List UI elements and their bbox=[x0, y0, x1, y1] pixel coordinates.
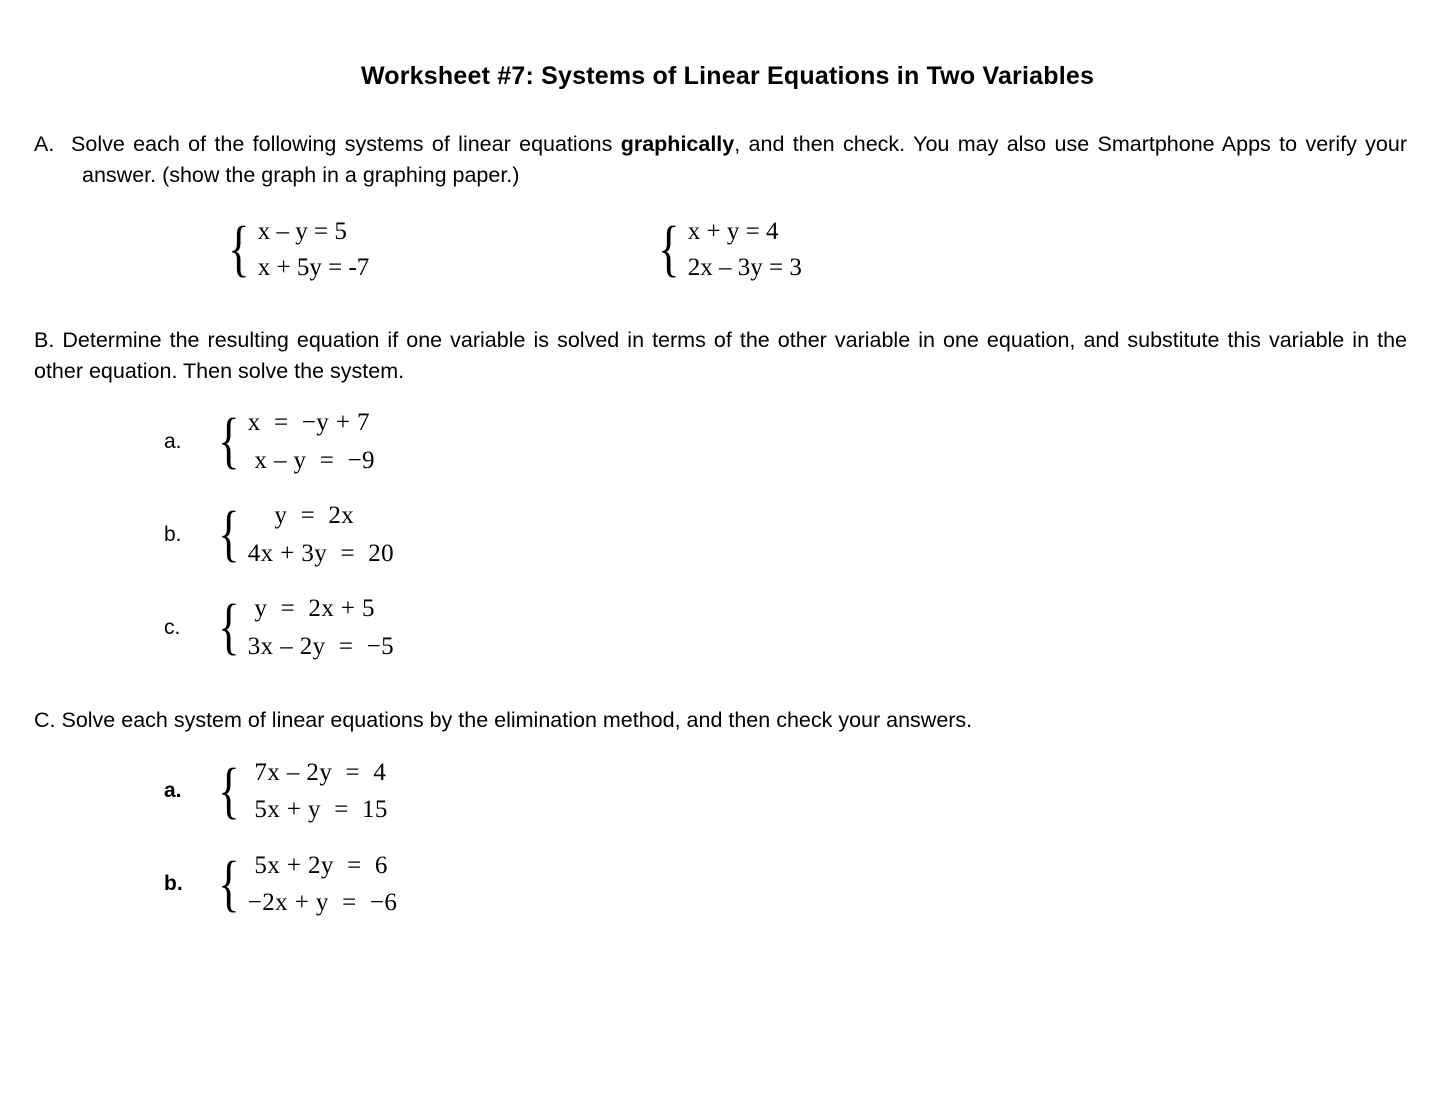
section-b-system-c bbox=[214, 590, 394, 665]
section-a-system-2-slot bbox=[654, 214, 1084, 285]
section-b-items bbox=[34, 404, 1407, 665]
equation-line: 5x + 2y = 6 bbox=[247, 851, 388, 879]
section-c-system-a bbox=[214, 754, 388, 829]
section-c-text: Solve each system of linear equations by the elimination method, and then check your answers. bbox=[61, 708, 973, 733]
equation-line: −2x + y = −6 bbox=[247, 889, 398, 917]
list-item bbox=[68, 590, 1407, 665]
section-b-system-b bbox=[214, 497, 394, 572]
item-letter: b. bbox=[164, 522, 182, 546]
section-a-systems bbox=[34, 214, 1407, 285]
equation-line: 2x – 3y = 3 bbox=[687, 253, 802, 281]
item-letter: a. bbox=[164, 429, 182, 453]
equation-line: 7x – 2y = 4 bbox=[247, 758, 387, 786]
equation-line: 5x + y = 15 bbox=[247, 796, 388, 824]
equation-line: x – y = 5 bbox=[257, 218, 347, 246]
brace-icon: { bbox=[228, 215, 250, 284]
section-b-instructions bbox=[34, 325, 1407, 386]
equation-line: 3x – 2y = −5 bbox=[247, 632, 395, 660]
item-letter: c. bbox=[164, 615, 181, 639]
brace-icon: { bbox=[218, 407, 240, 476]
section-b-system-a bbox=[214, 404, 375, 479]
section-a-system-2 bbox=[654, 214, 802, 285]
section-b bbox=[0, 325, 1455, 665]
brace-icon: { bbox=[218, 756, 240, 825]
equation-line: x + 5y = -7 bbox=[257, 253, 370, 281]
section-c-label: C. bbox=[34, 708, 56, 733]
section-a-system-1 bbox=[224, 214, 369, 285]
section-c bbox=[0, 705, 1455, 922]
equation-line: x – y = −9 bbox=[247, 446, 375, 474]
equation-line: y = 2x bbox=[247, 502, 355, 530]
section-a-text-part2: , and then check. You may also use Smartphone Apps to verify your answer. (show the graph in a graphing paper.) bbox=[82, 132, 1407, 187]
list-item bbox=[68, 847, 1407, 922]
section-a-system-1-slot bbox=[224, 214, 654, 285]
brace-icon: { bbox=[658, 215, 680, 284]
section-c-items bbox=[34, 754, 1407, 922]
list-item bbox=[68, 754, 1407, 829]
section-a-text-bold: graphically bbox=[620, 132, 735, 156]
section-a-instructions bbox=[34, 129, 1407, 190]
brace-icon: { bbox=[218, 849, 240, 918]
brace-icon: { bbox=[218, 500, 240, 569]
section-c-system-b bbox=[214, 847, 397, 922]
equation-line: x + y = 4 bbox=[687, 218, 779, 246]
worksheet-page bbox=[0, 62, 1455, 1117]
brace-icon: { bbox=[218, 593, 240, 662]
list-item bbox=[68, 497, 1407, 572]
item-letter: a. bbox=[164, 779, 182, 803]
section-b-label: B. bbox=[34, 328, 55, 353]
section-a-label: A. bbox=[34, 132, 55, 156]
equation-line: x = −y + 7 bbox=[247, 409, 370, 437]
list-item bbox=[68, 404, 1407, 479]
equation-line: 4x + 3y = 20 bbox=[247, 539, 395, 567]
section-a bbox=[0, 129, 1455, 285]
section-b-text: Determine the resulting equation if one variable is solved in terms of the other variable in one equation, and substitute this variable in the other equation. Then solve the system. bbox=[34, 328, 1407, 383]
equation-line: y = 2x + 5 bbox=[247, 595, 375, 623]
item-letter: b. bbox=[164, 872, 183, 896]
section-c-instructions bbox=[34, 705, 1407, 736]
page-title: Worksheet #7: Systems of Linear Equations in Two Variables bbox=[360, 62, 1095, 90]
section-a-text-part1: Solve each of the following systems of linear equations bbox=[71, 132, 621, 156]
